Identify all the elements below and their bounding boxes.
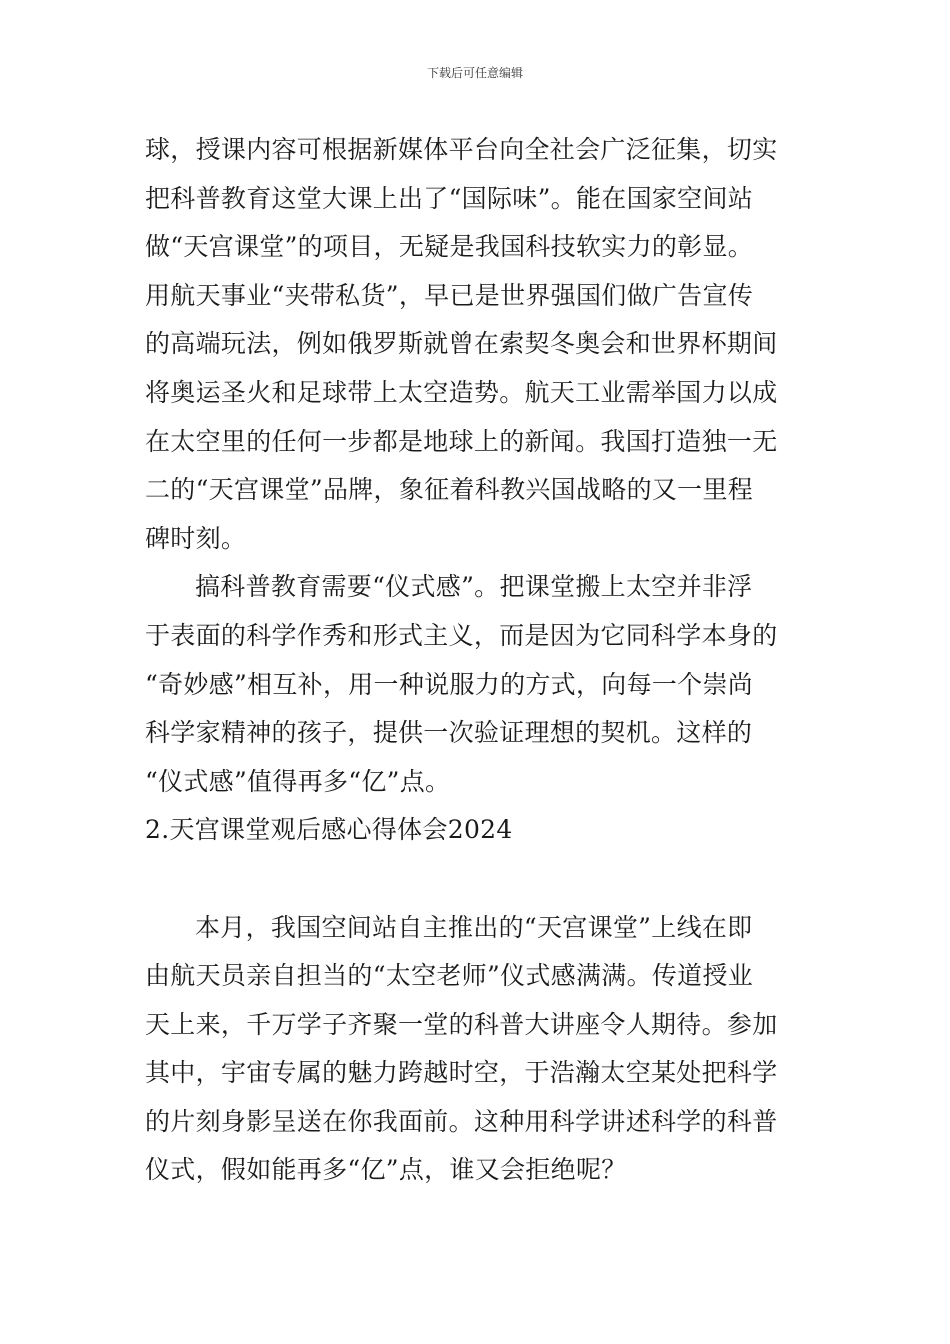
text-line: 把科普教育这堂大课上出了“国际味”。能在国家空间站: [145, 183, 754, 213]
text-line: 将奥运圣火和足球带上太空造势。航天工业需举国力以成: [145, 377, 778, 407]
text-line: 在太空里的任何一步都是地球上的新闻。我国打造独一无: [145, 426, 778, 456]
text-line: 搞科普教育需要“仪式感”。把课堂搬上太空并非浮: [195, 572, 753, 602]
text-line: 天上来，千万学子齐聚一堂的科普大讲座令人期待。参加: [145, 1009, 778, 1039]
page-header: 下载后可任意编辑: [426, 66, 523, 80]
text-line: 仪式，假如能再多“亿”点，谁又会拒绝呢？: [145, 1155, 627, 1185]
text-line: 科学家精神的孩子，提供一次验证理想的契机。这样的: [145, 718, 753, 748]
text-line: 做“天宫课堂”的项目，无疑是我国科技软实力的彰显。: [145, 232, 754, 262]
text-line: 的片刻身影呈送在你我面前。这种用科学讲述科学的科普: [145, 1106, 778, 1136]
text-line: 2.天宫课堂观后感心得体会2024: [145, 815, 513, 845]
document-body: [145, 126, 810, 1195]
text-line: “仪式感”值得再多“亿”点。: [145, 766, 451, 796]
text-line: 于表面的科学作秀和形式主义，而是因为它同科学本身的: [145, 620, 778, 650]
paragraph: [145, 904, 810, 953]
paragraph: [145, 952, 810, 1195]
text-line: 本月，我国空间站自主推出的“天宫课堂”上线在即: [195, 912, 753, 942]
paragraph: [145, 126, 810, 563]
paragraph: [145, 563, 810, 806]
text-line: “奇妙感”相互补，用一种说服力的方式，向每一个崇尚: [145, 669, 754, 699]
text-line: 用航天事业“夹带私货”，早已是世界强国们做广告宣传: [145, 280, 754, 310]
text-line: 二的“天宫课堂”品牌，象征着科教兴国战略的又一里程: [145, 475, 754, 505]
paragraph: [145, 806, 810, 855]
text-line: 球，授课内容可根据新媒体平台向全社会广泛征集，切实: [145, 135, 778, 164]
text-line: 碑时刻。: [145, 523, 247, 553]
blank-line: [145, 855, 810, 904]
text-line: 其中，宇宙专属的魅力跨越时空，于浩瀚太空某处把科学: [145, 1058, 778, 1088]
text-line: 由航天员亲自担当的“太空老师”仪式感满满。传道授业: [145, 961, 754, 991]
text-line: 的高端玩法，例如俄罗斯就曾在索契冬奥会和世界杯期间: [145, 329, 778, 359]
